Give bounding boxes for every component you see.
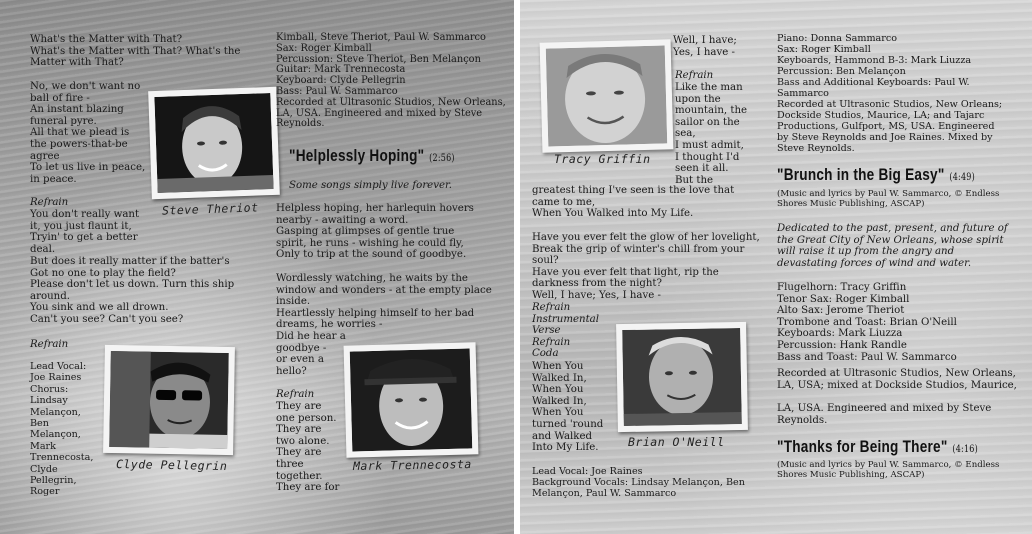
- song2-recorded-1: Recorded at Ultrasonic Studios, New Orleans, LA, USA; mixed at Dockside Studios, Maurice,: [777, 368, 1017, 391]
- caption-brian: Brian O'Neill: [628, 435, 725, 449]
- refrain-label-right: Refrain: [675, 70, 714, 81]
- song-title-text: "Brunch in the Big Easy": [777, 165, 945, 184]
- song3-rights: (Music and lyrics by Paul W. Sammarco, © Endless Shores Music Publishing, ASCAP): [777, 460, 1000, 480]
- lyrics-b4: They are one person. They are two alone. They are three together. They are for: [276, 401, 340, 494]
- song-structure: Refrain Instrumental Verse Refrain Coda: [532, 302, 600, 360]
- song-title-helplessly-hoping: [289, 146, 455, 166]
- verse-a: No, we don't want no ball of fire - An instant blazing funeral pyre. All that we plead is the powers-that-be agree To let us live in peace, in peace.: [30, 81, 146, 185]
- portrait-image: [350, 348, 473, 451]
- portrait-image: [622, 328, 742, 426]
- portrait-image: [546, 45, 668, 146]
- song-duration: (4:49): [949, 172, 975, 183]
- verse-c: But does it really matter if the batter's Got no one to play the field? Please don't let us down. Turn this ship around. You sink and we all drown. Can't you see? Can't you see?: [30, 256, 235, 325]
- lyrics-top: What's the Matter with That? What's the Matter with That? What's the Matter with That?: [30, 34, 241, 69]
- song2-credits: Flugelhorn: Tracy Griffin Tenor Sax: Roger Kimball Alto Sax: Jerome Theriot Trombone and Toast: Brian O'Neill Keyboards: Mark Liuzza Percussion: Hank Randle Bass and Toast: Paul W. Sammarco: [777, 282, 957, 363]
- lyrics-c: greatest thing I've seen is the love that came to me, When You Walked into My Life.: [532, 185, 735, 220]
- refrain-label-3: Refrain: [276, 389, 315, 400]
- caption-tracy: Tracy Griffin: [554, 152, 651, 166]
- lyrics-a: Well, I have; Yes, I have -: [673, 35, 737, 58]
- song2-recorded-2: LA, USA. Engineered and mixed by Steve Reynolds.: [777, 403, 992, 426]
- lyrics-b1: Helpless hoping, her harlequin hovers nearby - awaiting a word. Gasping at glimpses of gentle true spirit, he runs - wishing he could fly, Only to trip at the sound of goodbye.: [276, 203, 474, 261]
- song-duration: (2:56): [429, 153, 455, 164]
- song2-rights: (Music and lyrics by Paul W. Sammarco, © Endless Shores Music Publishing, ASCAP): [777, 189, 1000, 209]
- photo-brian-oneill: [616, 322, 748, 432]
- photo-clyde-pellegrin: [103, 345, 235, 455]
- song-tagline: Some songs simply live forever.: [289, 180, 452, 191]
- lyrics-d: Have you ever felt the glow of her lovelight, Break the grip of winter's chill from your soul? Have you ever felt that light, rip the darkness from the night? Well, I have; Yes, I have -: [532, 232, 760, 301]
- lyrics-b: Like the man upon the mountain, the sailor on the sea, I must admit, I thought I'd seen it all. But the: [675, 82, 748, 186]
- lyrics-b3: Did he hear a goodbye - or even a hello?: [276, 331, 346, 377]
- lyrics-e: When You Walked In, When You Walked In, When You turned 'round and Walked Into My Life.: [532, 361, 604, 454]
- lyrics-b2: Wordlessly watching, he waits by the window and wonders - at the empty place inside. Heartlessly helping himself to her bad dreams, he worries -: [276, 273, 492, 331]
- song2-dedication: Dedicated to the past, present, and future of the Great City of New Orleans, whose spirit will raise it up from the angry and devastating forces of wind and water.: [777, 223, 1008, 269]
- song-duration: (4:16): [952, 444, 978, 455]
- credits-bottom: Lead Vocal: Joe Raines Background Vocals: Lindsay Melançon, Ben Melançon, Paul W. Sammarco: [532, 466, 745, 499]
- portrait-image: [109, 351, 229, 449]
- credits-a: Lead Vocal: Joe Raines Chorus: Lindsay Melançon, Ben Melançon, Mark Trennecosta, Clyde Pellegrin, Roger: [30, 361, 94, 498]
- song-title-text: "Helplessly Hoping": [289, 146, 425, 165]
- photo-steve-theriot: [148, 87, 280, 199]
- verse-b: You don't really want it, you just flaunt it, Tryin' to get a better deal.: [30, 209, 140, 255]
- right-page: [520, 0, 1032, 534]
- photo-tracy-griffin: [540, 39, 674, 152]
- credits-b: Kimball, Steve Theriot, Paul W. Sammarco Sax: Roger Kimball Percussion: Steve Theriot, Ben Melançon Guitar: Mark Trennecosta Keyboard: Clyde Pellegrin Bass: Paul W. Sammarco Recorded at Ultrasonic Studios, New Orleans, LA, USA. Engineered and mixed by Steve Reynolds.: [276, 32, 506, 130]
- caption-clyde: Clyde Pellegrin: [115, 457, 228, 473]
- song-title-brunch-in-the-big-easy: [777, 165, 975, 185]
- portrait-image: [154, 93, 273, 193]
- caption-mark: Mark Trennecosta: [352, 456, 472, 474]
- refrain-label-2: Refrain: [30, 339, 69, 350]
- song-title-thanks-for-being-there: [777, 437, 978, 457]
- left-page: [0, 0, 514, 534]
- refrain-label: Refrain: [30, 197, 69, 208]
- song-title-text: "Thanks for Being There": [777, 437, 948, 456]
- credits-top: Piano: Donna Sammarco Sax: Roger Kimball Keyboards, Hammond B-3: Mark Liuzza Percussion: Ben Melançon Bass and Additional Keyboards: Paul W. Sammarco Recorded at Ultrasonic Studios, New Orleans; Dockside Studios, Maurice, LA; and Tajarc Productions, Gulfport, MS, USA. Engineered by Steve Reynolds and Joe Raines. Mixed by Steve Reynolds.: [777, 33, 1003, 154]
- photo-mark-trennecosta: [344, 342, 479, 457]
- caption-steve: Steve Theriot: [161, 200, 259, 218]
